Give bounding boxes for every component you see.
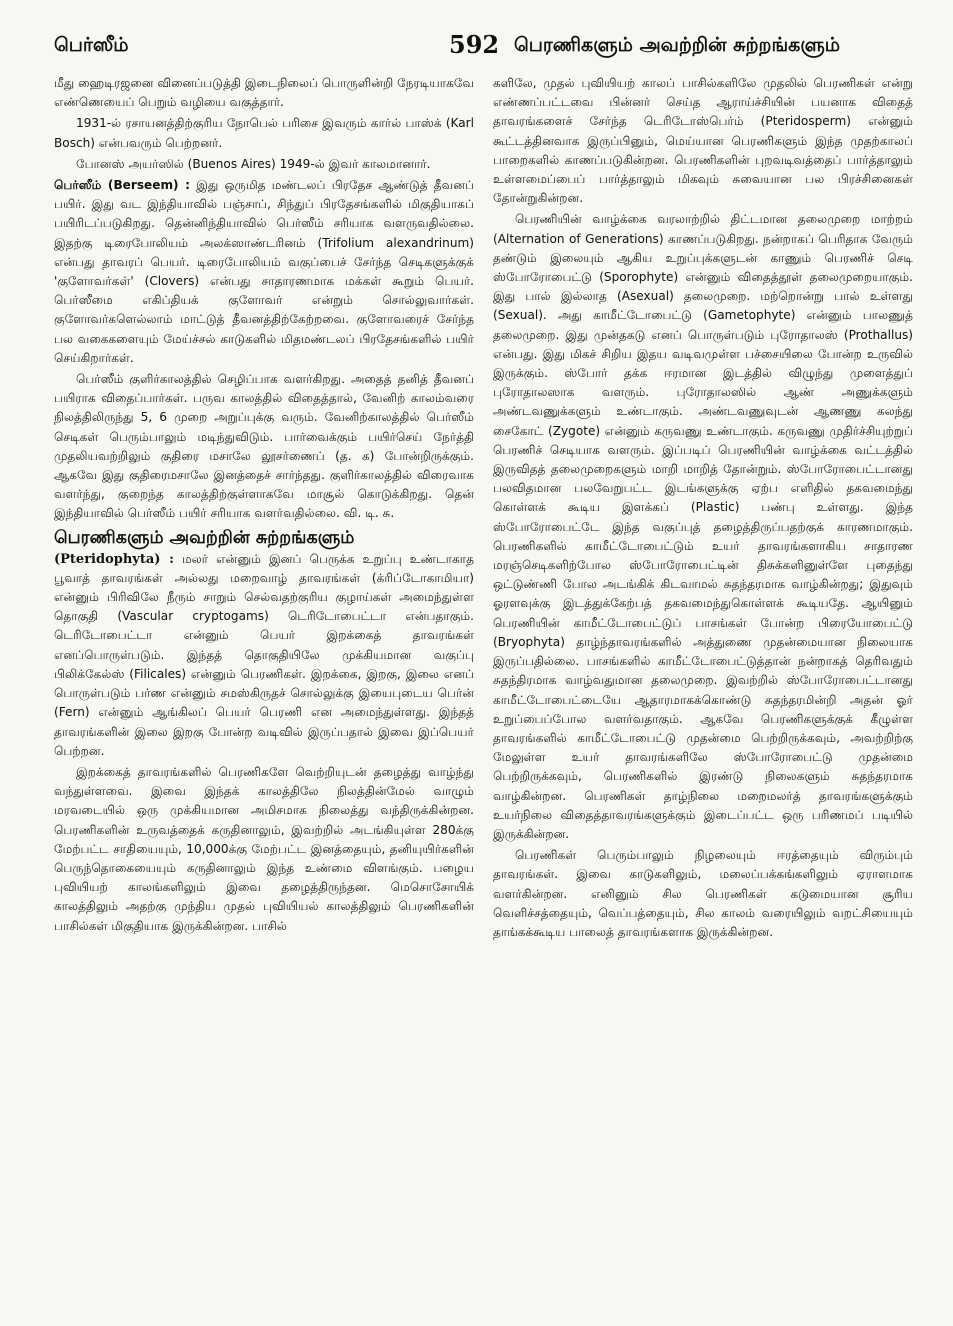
- page-number: 592: [449, 30, 500, 59]
- right-column: [493, 74, 913, 944]
- paragraph: மீது ஹைடிரஜனை வினைப்படுத்தி இடைநிலைப் பொருளின்றி நேரடியாகவே எண்ணெயைப் பெறும் வழியை வகுத்தார்.: [54, 76, 474, 110]
- entry-pteridophyta: [54, 550, 474, 761]
- paragraph: போனஸ் அயர்ஸில் (Buenos Aires) 1949-ல் இவர் காலமானார்.: [76, 156, 431, 171]
- paragraph: களிலே, முதல் புவியியற் காலப் பாசில்களிலே முதலில் பெரணிகள் என்று எண்ணப்பட்டவை பின்னர் செய்த ஆராய்ச்சியின் பயனாக விதைத் தாவரங்களைச் சேர்ந்த டெரிடோஸ்பெர்ம் (Pteridosperm) என்னும் கூட்டத்தினவாக இருப்பினும், மெய்யான பெரணிகளும் இந்த முதற்காலப் பாறைகளில் காணப்படுகின்றன. பெரணிகளின் புறவடிவத்தைப் பார்த்தாலும் உள்ளமைப்பைப் பார்த்தாலும் மிகவும் சுவையான பல பிரச்சினைகள் தோன்றுகின்றன.: [493, 76, 913, 206]
- paragraph: பெரணிகள் பெரும்பாலும் நிழலையும் ஈரத்தையும் விரும்பும் தாவரங்கள். இவை காடுகளிலும், மலைப்பக்கங்களிலும் ஏராளமாக வளர்கின்றன. எனினும் சில பெரணிகள் கடுமையான சூரிய வெளிச்சத்தையும், வெப்பத்தையும், சில காலம் வரையிலும் வறட்சியையும் தாங்கக்கூடிய பாலைத் தாவரங்களாக இருக்கின்றன.: [493, 848, 913, 939]
- entry-heading: (Pteridophyta) :: [54, 551, 174, 567]
- paragraph: பெரணியின் வாழ்க்கை வரலாற்றில் திட்டமான தலைமுறை மாற்றம் (Alternation of Generations) காணப்படுகிறது. நன்றாகப் பெரிதாக வேரும் தண்டும் இலையும் ஆகிய உறுப்புக்களுடன் காணும் பெரணிச் செடி ஸ்போரோபைட்டு (Sporophyte) என்னும் விதைத்தூள் தலைமுறையாகும். இது பால் இல்லாத (Asexual) தலைமுறை. மற்றொன்று பால் உள்ளது (Sexual). அது காமீட்டோபைட்டு (Gametophyte) என்னும் பாலணுத் தலைமுறை. இது முன்தகடு எனப் பொருள்படும் புரோதாலஸ் (Prothallus) என்பது. இது மிகச் சிறிய இதய வடிவமுள்ள பச்சையிலை போன்ற உருவில் இருக்கும். ஸ்போர் தக்க ஈரமான இடத்தில் விழுந்து முளைத்துப் புரோதாலஸாக வளரும். புரோதாலஸில் ஆண் அணுக்களும் அண்டவணுக்களும் உண்டாகும். அண்டவணுவுடன் ஆணணு கலந்து சைகோட் (Zygote) என்னும் கருவணு உண்டாகும். கருவணு முதிர்ச்சியுற்றுப் பெரணிச் செடியாக வளரும். இப்படிப் பெரணியின் வாழ்க்கை வட்டத்தில் இருவிதத் தலைமுறைகளும் மாறி மாறித் தோன்றும். ஸ்போரோபைட்டானது பலவிதமான பலவேறுபட்ட இடங்களுக்கு ஏற்ப எளிதில் தகவமைந்து கொள்ளக் கூடிய இளக்கப் (Plastic) பண்பு உள்ளது. இந்த ஸ்போரோபைட்டே இந்த வகுப்புத் தழைத்திருப்பதற்குக் காரணமாகும். பெரணிகளில் காமீட்டோபைட்டும் உயர் தாவரங்களாகிய சாதாரண மரஞ்செடிகளிற்போல ஸ்போரோபைட்டின் திசுக்களினுள்ளே புதைந்து ஒட்டுண்ணி போல அடங்கிக் கிடவாமல் சுதந்தரமாக வாழ்கின்றது; இதுவும் ஓரளவுக்கு இடத்துக்கேற்பத் தகவமைந்துகொள்ளக் கூடியதே. ஆயினும் பெரணியின் காமீட்டோபைட்டுப் பாசங்கள் போன்ற பிரையோபைட்டு (Bryophyta) தாழ்ந்தாவரங்களில் அத்துணை முதன்மையான நிலையாக இருப்பதில்லை. பாசங்களில் காமீட்டோபைட்டுத்தான் நன்றாகத் தெரிவதும் சுதந்திரமாக வாழ்வதுமான தலைமுறை. இவற்றில் ஸ்போரோபைட்டானது காமீட்டோபைட்டையே ஆதாரமாகக்கொண்டு சுதந்தரமின்றி அதன் ஓர் உறுப்பைப்போல வளர்வதாகும். ஆகவே பெரணிகளுக்குக் கீழுள்ள தாவரங்களில் காமீட்டோபைட்டு முதன்மை பெற்றிருக்கவும், அவற்றிற்கு மேலுள்ள உயர் தாவரங்களிலே ஸ்போரோபைட்டு முதன்மை பெற்றிருக்கவும், பெரணிகளில் இரண்டு நிலைகளும் சுதந்தரமாக வாழ்கின்றன. பெரணிகள் தாழ்நிலை மறைமலர்த் தாவரங்களுக்கும் உயர்நிலை விதைத்தாவரங்களுக்கும் இடைப்பட்ட ஒரு பரிணமப் படியில் இருக்கின்றன.: [493, 212, 913, 841]
- paragraph: 1931-ல் ரசாயனத்திற்குரிய நோபெல் பரிசை இவரும் கார்ல் பாஸ்க் (Karl Bosch) என்பவரும் பெற்றனர்.: [54, 116, 474, 150]
- running-head-left: பெர்ஸீம்: [54, 34, 129, 56]
- page-header: [54, 30, 913, 74]
- entry-text: மலர் என்னும் இனப் பெருக்க உறுப்பு உண்டாகாத பூவாத் தாவரங்கள் அல்லது மறைவாழ் தாவரங்கள் (க்ரிப்டோகாமியா) என்னும் பிரிவிலே நீரும் சாறும் செல்வதற்குரிய குழாய்கள் அமைந்துள்ள தொகுதி (Vascular cryptogams) டெரிடோபைட்டா என்பதாகும். டெரிடோபைட்டா என்னும் பெயர் இறக்கைத் தாவரங்கள் எனப்பொருள்படும். இந்தத் தொகுதியிலே முக்கியமான வகுப்பு பிலிக்கேல்ஸ் (Filicales) என்னும் பெரணிகள். இறக்கை, இறகு, இலை எனப் பொருள்படும் பர்ண என்னும் சமஸ்கிருதச் சொல்லுக்கு இயைபுடைய பெர்ன் (Fern) என்னும் ஆங்கிலப் பெயர் பெரணி என அமைந்துள்ளது. இந்தத் தாவரங்களின் இலை இறகு போன்ற வடிவில் இருப்பதால் இவை இப்பெயர் பெற்றன.: [54, 551, 474, 758]
- left-column: [54, 74, 474, 944]
- entry-berseem: [54, 176, 474, 368]
- paragraph: பெர்ஸீம் குளிர்காலத்தில் செழிப்பாக வளர்கிறது. அதைத் தனித் தீவனப் பயிராக விதைப்பார்கள். பருவ காலத்தில் விதைத்தால், வேனிற் காலம்வரை நிலத்திலிருந்து 5, 6 முறை அறுப்புக்கு வரும். வேனிற்காலத்தில் பெர்ஸீம் செடிகள் பெரும்பாலும் மடிந்துவிடும். பார்வைக்கும் பயிர்செய் நேர்த்தி முதலியவற்றிலும் குதிரை மசாலே லூசர்ணைப் (த. க) போன்றிருக்கும். ஆகவே இது குதிரைமசாலே இனத்தைச் சார்ந்தது. குளிர்காலத்தில் விரைவாக வளர்ந்து, குறைந்த காலத்திற்குள்ளாகவே மாசூல் கொடுக்கிறது. தென் இந்தியாவில் பெர்ஸீம் பயிர் சரியாக வளர்வதில்லை. வி. டி. சு.: [54, 372, 474, 521]
- entry-text: இது ஒருமித மண்டலப் பிரதேச ஆண்டுத் தீவனப் பயிர். இது வட இந்தியாவில் பஞ்சாப், சிந்துப் பிரதேசங்களில் மிகுதியாகப் பயிரிடப்படுகிறது. தென்னிந்தியாவில் பெர்ஸீம் சரியாக வளருவதில்லை. இதற்கு டிரைபோலியம் அலக்ஸாண்டரினம் (Trifolium alexandrinum) என்பது தாவரப் பெயர். டிரைபோலியம் வகுப்பைச் சேர்ந்த செடிகளுக்குக் 'குளோவர்கள்' (Clovers) என்பது சாதாரணமாக மக்கள் கூறும் பெயர். பெர்ஸீமை எகிப்தியக் குளோவர் என்றும் சொல்லுவார்கள். குளோவர்களெல்லாம் மாட்டுத் தீவனத்திற்கேற்றவை. குளோவரைச் சேர்ந்த பல வகைகளையும் மேய்ச்சல் காடுகளில் மிதமண்டலப் பிரதேசங்களில் பயிர் செய்கிறார்கள்.: [54, 178, 474, 365]
- text-columns: [54, 74, 913, 944]
- paragraph: இறக்கைத் தாவரங்களில் பெரணிகளே வெற்றியுடன் தழைத்து வாழ்ந்து வந்துள்ளவை. இவை இந்தக் காலத்திலே நிலத்தின்மேல் வாழும் மரவடையில் ஒரு முக்கியமான அமிசமாக நிலைத்து வந்திருக்கின்றன. பெரணிகளின் உருவத்தைக் கருதினாலும், இவற்றில் அடங்கியுள்ள 280க்கு மேற்பட்ட சாதியையும், 10,000க்கு மேற்பட்ட இனத்தையும், தனியுயிர்களின் பெருந்தொகையையும் கருதினாலும் இந்த உண்மை விளங்கும். பழைய புவியியற் காலங்களிலும் இவை தழைத்திருந்தன. மெசொசோயிக் காலத்திலும் அதற்கு முந்திய முதல் புவியியல் காலத்திலும் பெரணிகளின் பாசில்கள் மிகுதியாக இருக்கின்றன. பாசில்: [54, 764, 474, 933]
- running-head-right: பெரணிகளும் அவற்றின் சுற்றங்களும்: [514, 34, 841, 56]
- entry-heading: பெர்ஸீம் (Berseem) :: [54, 178, 190, 193]
- section-title: பெரணிகளும் அவற்றின் சுற்றங்களும்: [54, 527, 355, 548]
